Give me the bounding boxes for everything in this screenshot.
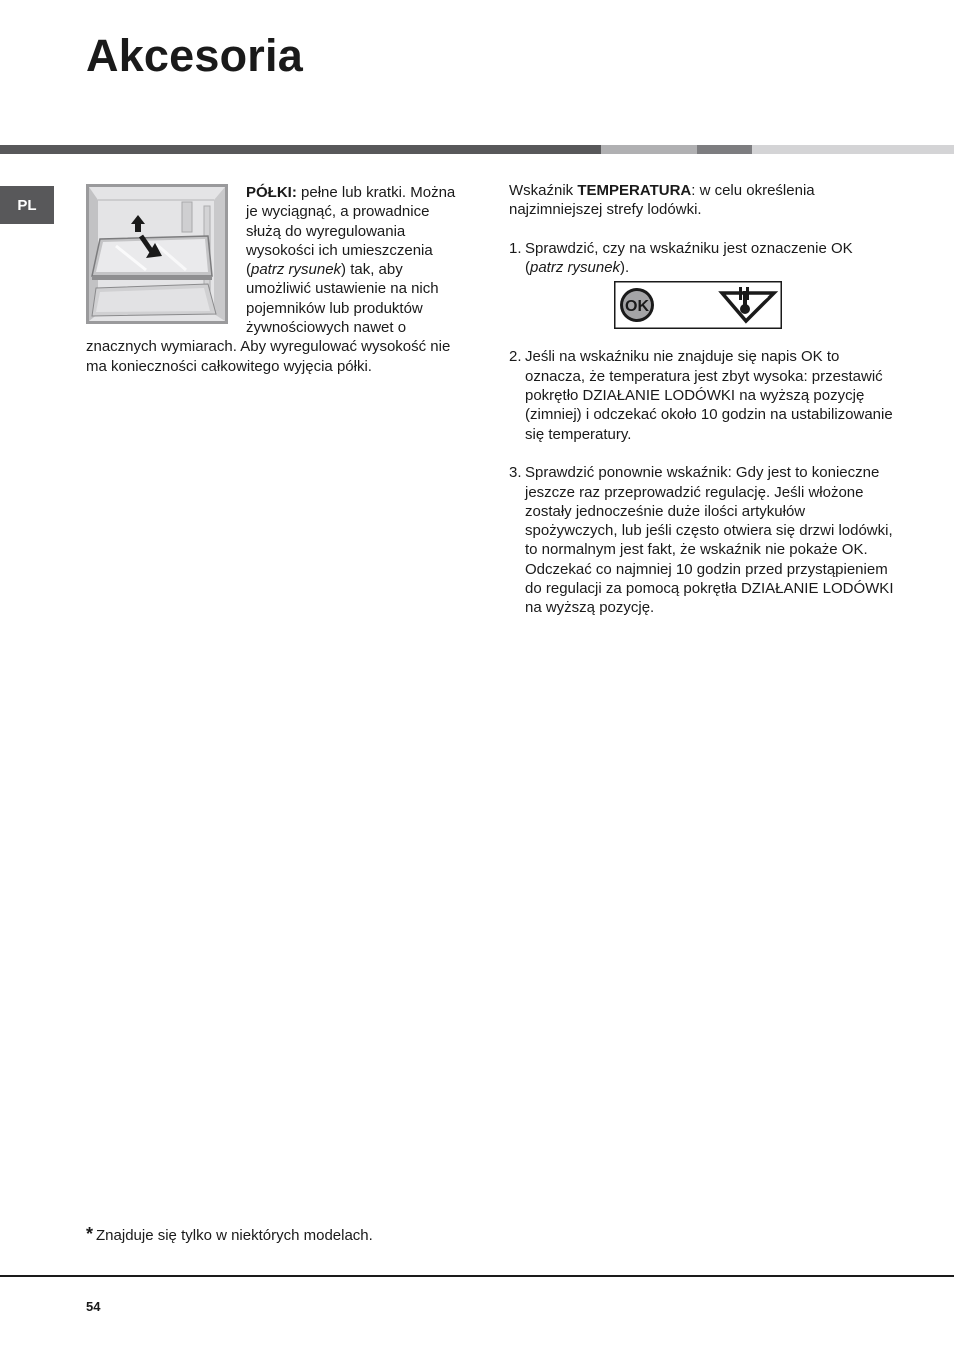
- header-stripe-pale: [752, 145, 954, 154]
- temperature-intro: [509, 181, 894, 220]
- temperature-indicator-illustration: [614, 281, 782, 329]
- page-number: 54: [86, 1299, 101, 1314]
- indicator-ok-label: OK: [625, 298, 649, 316]
- step-text-part-2: ).: [620, 259, 630, 277]
- language-tab: PL: [0, 186, 54, 224]
- step-number: 3.: [509, 464, 522, 482]
- temperature-section: [509, 181, 894, 637]
- step-text: [525, 239, 894, 278]
- shelves-term: PÓŁKI:: [246, 184, 297, 201]
- temperature-term: TEMPERATURA: [577, 182, 692, 199]
- step-3: [509, 463, 894, 617]
- header-stripe-mid: [697, 145, 752, 154]
- temperature-intro-part-2: : w celu określenia najzimniejszej strefy lodówki.: [509, 182, 815, 219]
- header-stripe-light: [601, 145, 697, 154]
- step-text: Jeśli na wskaźniku nie znajduje się napis OK to oznacza, że temperatura jest zbyt wysoka: przestawić pokrętło DZIAŁANIE LODÓWKI na wyższą pozycję (zimniej) i odczekać około 10 godzin na ustabilizowanie się temperatury.: [525, 348, 893, 443]
- page-title: Akcesoria: [86, 30, 303, 81]
- step-text: Sprawdzić ponownie wskaźnik: Gdy jest to konieczne jeszcze raz przeprowadzić regulację. Jeśli włożone zostały jednocześnie duże ilości artykułów spożywczych, lub jeśli często otwiera się drzwi lodówki, to normalnym jest fakt, że wskaźnik nie pokaże OK. Odczekać co najmniej 10 godzin przed przystąpieniem do regulacji za pomocą pokrętła DZIAŁANIE LODÓWKI na wyższą pozycję.: [525, 464, 894, 617]
- step-1: [509, 239, 894, 330]
- step-number: 2.: [509, 348, 522, 366]
- footer-rule: [0, 1275, 954, 1277]
- shelves-reference: patrz rysunek: [251, 261, 342, 279]
- step-reference: patrz rysunek: [530, 259, 621, 277]
- footnote: [86, 1224, 373, 1245]
- shelf-illustration: [86, 184, 228, 324]
- temperature-intro-part-1: Wskaźnik: [509, 182, 578, 199]
- footnote-text: Znajduje się tylko w niektórych modelach.: [96, 1227, 373, 1244]
- header-stripe-dark: [0, 145, 601, 154]
- shelves-text-part-2: ) tak, aby umożliwić ustawienie na nich pojemników lub produktów żywnościowych nawet o znacznych wymiarach. Aby wyregulować wysokość nie ma konieczności całkowitego wyjęcia półki.: [86, 261, 451, 375]
- shelves-section: [86, 183, 456, 376]
- shelves-text-part-1: pełne lub kratki. Można je wyciągnąć, a prowadnice służą do wyregulowania wysokości ich umieszczenia (: [246, 184, 456, 279]
- step-text-part-1: Sprawdzić, czy na wskaźniku jest oznaczenie OK (: [525, 239, 853, 277]
- step-2: [509, 347, 894, 443]
- footnote-asterisk: *: [86, 1224, 94, 1244]
- step-number: 1.: [509, 239, 522, 257]
